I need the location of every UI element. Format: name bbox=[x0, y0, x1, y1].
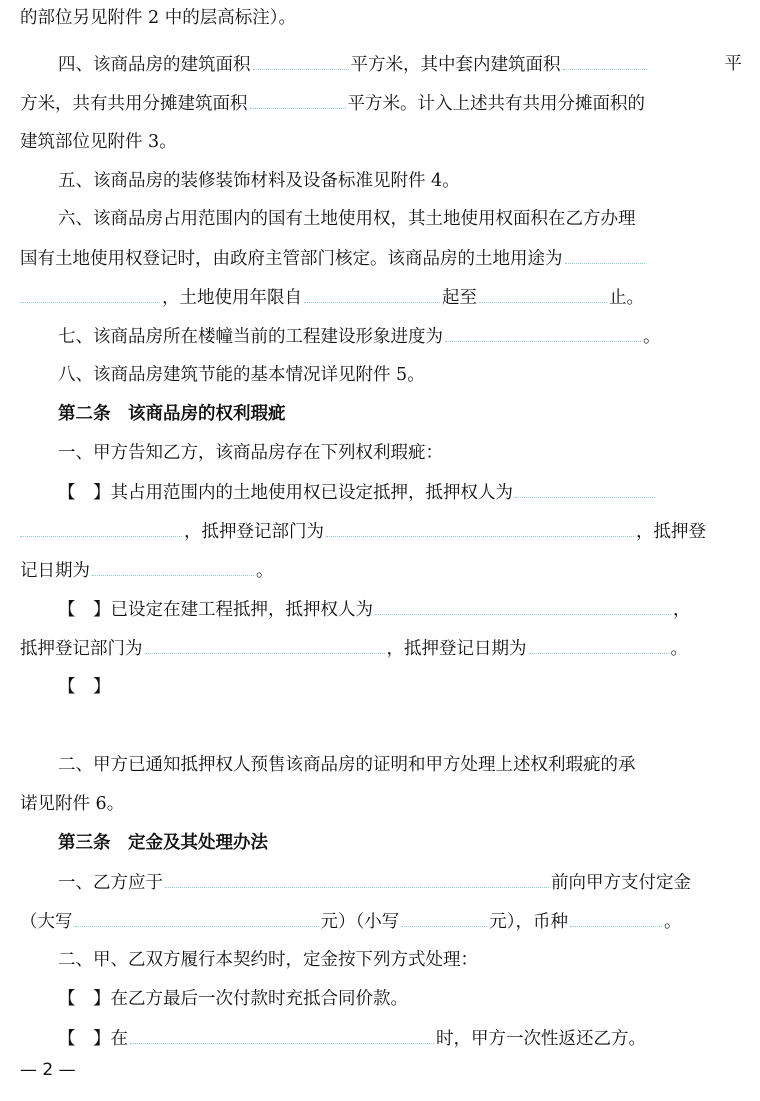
checkbox-line-text[interactable]: 【 】在乙方最后一次付款时充抵合同价款。 bbox=[58, 989, 408, 1009]
text-line bbox=[20, 129, 742, 155]
line-text: ， bbox=[673, 600, 691, 620]
page-number: — 2 — bbox=[20, 1060, 76, 1080]
line-text: 国有土地使用权登记时，由政府主管部门核定。该商品房的土地用途为 bbox=[20, 249, 563, 269]
text-line bbox=[20, 51, 742, 77]
text-line bbox=[20, 674, 742, 700]
line-text: 诺见附件 6。 bbox=[20, 794, 125, 814]
line-text: 平方米。计入上述共有共用分摊面积的 bbox=[347, 94, 645, 114]
line-text: 。 bbox=[670, 639, 688, 659]
text-line bbox=[20, 557, 742, 583]
checkbox-line-text[interactable]: 【 】在 bbox=[58, 1029, 128, 1049]
line-text: 的部位另见附件 2 中的层高标注）。 bbox=[20, 8, 297, 28]
line-text: 八、该商品房建筑节能的基本情况详见附件 5。 bbox=[58, 365, 425, 385]
line-text: ，抵押登记部门为 bbox=[184, 522, 324, 542]
text-line bbox=[20, 791, 742, 817]
text-line bbox=[20, 596, 742, 622]
mortgagee-cont-blank[interactable] bbox=[20, 518, 182, 537]
term-end-blank[interactable] bbox=[479, 284, 607, 303]
deposit-deadline-blank[interactable] bbox=[165, 869, 549, 888]
refund-condition-blank[interactable] bbox=[130, 1025, 434, 1044]
construction-registry-dept-blank[interactable] bbox=[145, 635, 385, 654]
text-line bbox=[20, 479, 742, 505]
shared-area-blank[interactable] bbox=[250, 90, 346, 109]
line-text: 二、甲方已通知抵押权人预售该商品房的证明和甲方处理上述权利瑕疵的承 bbox=[58, 755, 636, 775]
line-text: ，抵押登 bbox=[636, 522, 706, 542]
building-area-blank[interactable] bbox=[253, 51, 349, 70]
line-text: 起至 bbox=[442, 288, 477, 308]
line-text: 。 bbox=[643, 327, 661, 347]
land-use-blank[interactable] bbox=[565, 245, 645, 264]
inner-area-blank[interactable] bbox=[563, 51, 647, 70]
line-text: 二、甲、乙双方履行本契约时，定金按下列方式处理： bbox=[58, 950, 478, 970]
text-line bbox=[20, 206, 742, 232]
checkbox-line-text[interactable]: 【 】其占用范围内的土地使用权已设定抵押，抵押权人为 bbox=[58, 483, 513, 503]
line-text: 。 bbox=[256, 561, 274, 581]
line-text: 前向甲方支付定金 bbox=[551, 873, 691, 893]
construction-mortgagee-blank[interactable] bbox=[375, 596, 671, 615]
land-use-cont-blank[interactable] bbox=[20, 284, 160, 303]
heading-text: 第二条 该商品房的权利瑕疵 bbox=[58, 404, 286, 424]
section-heading bbox=[20, 830, 742, 856]
amount-words-blank[interactable] bbox=[75, 908, 319, 927]
line-text: 记日期为 bbox=[20, 561, 90, 581]
line-text: 四、该商品房的建筑面积 bbox=[58, 55, 251, 75]
text-line bbox=[20, 518, 742, 544]
text-line bbox=[20, 362, 742, 388]
currency-blank[interactable] bbox=[570, 908, 662, 927]
text-line bbox=[20, 908, 742, 934]
text-line bbox=[20, 90, 742, 116]
registry-dept-blank[interactable] bbox=[326, 518, 634, 537]
line-text: ，土地使用年限自 bbox=[162, 288, 302, 308]
text-line bbox=[20, 869, 742, 895]
registry-date-blank[interactable] bbox=[92, 557, 254, 576]
amount-figures-blank[interactable] bbox=[401, 908, 487, 927]
section-heading bbox=[20, 401, 742, 427]
heading-text: 第三条 定金及其处理办法 bbox=[58, 833, 268, 853]
line-text: 六、该商品房占用范围内的国有土地使用权，其土地使用权面积在乙方办理 bbox=[58, 209, 636, 229]
line-text: 时，甲方一次性返还乙方。 bbox=[436, 1029, 646, 1049]
line-text: 元）（小写 bbox=[320, 912, 400, 932]
text-line bbox=[20, 635, 742, 661]
line-text: 平 bbox=[724, 54, 742, 74]
line-text: 。 bbox=[664, 912, 682, 932]
term-start-blank[interactable] bbox=[304, 284, 440, 303]
text-line bbox=[20, 245, 742, 271]
line-text: 元），币种 bbox=[489, 912, 568, 932]
mortgagee-blank[interactable] bbox=[515, 479, 655, 498]
text-line bbox=[20, 986, 742, 1012]
line-text: 平方米，其中套内建筑面积 bbox=[350, 55, 561, 75]
line-text: 一、乙方应于 bbox=[58, 873, 163, 893]
progress-blank[interactable] bbox=[445, 323, 641, 342]
text-line bbox=[20, 323, 742, 349]
text-line bbox=[20, 440, 742, 466]
checkbox-option[interactable]: 【 】 bbox=[58, 677, 111, 697]
line-text: ，抵押登记日期为 bbox=[386, 639, 527, 659]
text-line bbox=[20, 168, 742, 194]
text-line bbox=[20, 947, 742, 973]
construction-registry-date-blank[interactable] bbox=[529, 635, 669, 654]
line-text: 七、该商品房所在楼幢当前的工程建设形象进度为 bbox=[58, 327, 443, 347]
text-line bbox=[20, 5, 742, 31]
checkbox-line-text[interactable]: 【 】已设定在建工程抵押，抵押权人为 bbox=[58, 600, 373, 620]
text-line bbox=[20, 284, 742, 310]
line-text: 方米，共有共用分摊建筑面积 bbox=[20, 94, 248, 114]
line-text: （大写 bbox=[20, 912, 73, 932]
text-line bbox=[20, 1025, 742, 1051]
line-text: 五、该商品房的装修装饰材料及设备标准见附件 4。 bbox=[58, 171, 460, 191]
line-text: 建筑部位见附件 3。 bbox=[20, 132, 177, 152]
line-text: 止。 bbox=[609, 288, 644, 308]
line-text: 抵押登记部门为 bbox=[20, 639, 143, 659]
text-line bbox=[20, 752, 742, 778]
line-text: 一、甲方告知乙方，该商品房存在下列权利瑕疵： bbox=[58, 443, 443, 463]
